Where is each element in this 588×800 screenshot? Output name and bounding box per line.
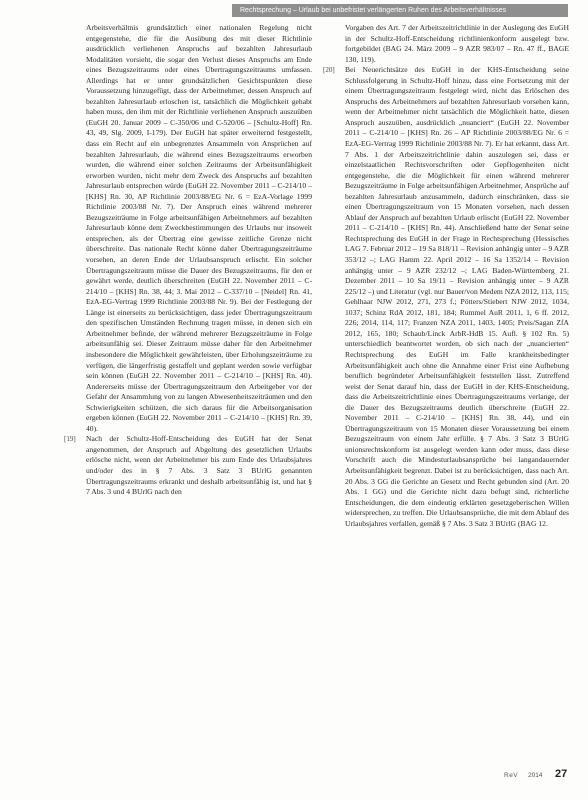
paragraph [323, 65, 569, 529]
journal-name: ReV [504, 772, 519, 779]
paragraph: Arbeitsverhältnis grundsätzlich einer nationalen Regelung nicht entgegenstehe, die für die Ausübung des mit dieser Richtlinie ausdrücklich verliehenen Anspruchs auf bezahlten Jahresurlaub Modalitäten vorsieht, die sogar den Verlust dieses Anspruchs am Ende eines Bezugszeitraums oder eines Übertragungszeitraums umfassen. Allerdings hat er unter grundsätzlichen Gesichtspunkten diese Voraussetzung hinzugefügt, dass der Arbeitnehmer, dessen Anspruch auf bezahlten Jahresurlaub erloschen ist, tatsächlich die Möglichkeit gehabt haben muss, den ihm mit der Richtlinie verliehenen Anspruch auszuüben (EuGH 20. Januar 2009 – C-350/06 und C-520/06 – [Schultz-Hoff] Rn. 43, 49, Slg. 2009, I-179). Der EuGH hat später erweiternd festgestellt, dass ein Recht auf ein unbegrenztes Ansammeln von Ansprüchen auf bezahlten Jahresurlaub, die während eines Bezugszeitraums erworben wurden, die während einer solchen Zeitraums der Arbeitsunfähigkeit erworben wurden, nicht mehr dem Zweck des Anspruchs auf bezahlten Jahresurlaub entsprechen würde (EuGH 22. November 2011 – C-214/10 – [KHS] Rn. 30, AP Richtlinie 2003/88/EG Nr. 6 = EzA-Vorlage 1999 Richtlinie 2003/88 Nr. 7). Der Anspruch eines während mehrerer Bezugszeiträume in Folge arbeitsunfähigen Arbeitnehmers auf bezahlten Jahresurlaub könne dem Zweckbestimmungen des Urlaubs nur insoweit entsprechen, als der Übertrag eine gewisse zeitliche Grenze nicht überschreite. Das nationale Recht könne daher Übertragungszeiträume vorsehen, an deren Ende der Urlaubsanspruch erlischt. Ein solcher Übertragungszeitraum müsse die Dauer des Bezugszeitraums, für den er gewährt werde, deutlich überschreiten (EuGH 22. November 2011 – C-214/10 – [KHS] Rn. 38, 44; 3. Mai 2012 – C-337/10 – [Neidel] Rn. 41, EzA-EG-Vertrag 1999 Richtlinie 2003/88 Nr. 9). Bei der Festlegung der Länge ist einerseits zu berücksichtigen, dass jeder Übertragungszeitraum den spezifischen Umständen Rechnung tragen müsse, in denen sich ein Arbeitnehmer befinde, der während mehrerer Bezugszeiträume in Folge arbeitsunfähig sei. Dieser Zeitraum müsse daher für den Arbeitnehmer insbesondere die Möglichkeit gewährleisten, über Erholungszeiträume zu verfügen, die längerfristig gestaffelt und geplant werden sowie verfügbar sein können (EuGH 22. November 2011 – C-214/10 – [KHS] Rn. 40). Andererseits müsse der Übertragungszeitraum den Arbeitgeber vor der Gefahr der Ansammlung von zu langen Abwesenheitszeiträumen und den Schwierigkeiten schützen, die sich daraus für die Arbeitsorganisation ergeben können (EuGH 22. November 2011 – C-214/10 – [KHS] Rn. 39, 40). [86, 23, 312, 433]
paragraph-text: Bei Neuerichtsätze des EuGH in der KHS-Entscheidung seine Schlussfolgerung in Schultz-Hoff hinzu, dass eine Fortsetzung mit der einem Übertragungszeitraum festgelegt wird, nicht das Erlöschen des Anspruchs des Arbeitnehmers auf bezahlten Jahresurlaub vorsehen kann, wenn der Arbeitnehmer nicht tatsächlich die Möglichkeit hatte, diesen Anspruch auszuüben, ausdrücklich „nuanciert“ (EuGH 22. November 2011 – C-214/10 – [KHS] Rn. 26 – AP Richtlinie 2003/88/EG Nr. 6 = EzA-EG-Vertrag 1999 Richtlinie 2003/88 Nr. 7). Er hat erkannt, dass Art. 7 Abs. 1 der Arbeitszeitrichtlinie dahin auszulegen sei, dass er einzelstaatlichen Rechtsvorschriften oder Gepflogenheiten nicht entgegenstehe, die die Möglichkeit für einen während mehrerer Bezugszeiträume in Folge arbeitsunfähigen Arbeitnehmer, Ansprüche auf bezahlten Jahresurlaub anzusammeln, dadurch einschränken, dass sie einen Übertragungszeitraum von 15 Monaten vorsehen, nach dessen Ablauf der Anspruch auf bezahlten Urlaub erlischt (EuGH 22. November 2011 – C-214/10 – [KHS] Rn. 44). Anschließend hatte der Senat seine Rechtsprechung des EuGH in der Frage in Rechtsprechung (Hessisches LAG 7. Februar 2012 – 19 Sa 818/11 – Revision anhängig unter – 9 AZR 353/12 –; LAG Hamm 22. April 2012 – 16 Sa 1352/14 – Revision anhängig unter – 9 AZR 232/12 –; LAG Baden-Württemberg 21. Dezember 2011 – 10 Sa 19/11 – Revision anhängig unter – 9 AZR 225/12 –) und Literatur (vgl. nur Bauer/von Medem NZA 2012, 113, 115; Gehlhaar NJW 2012, 271, 273 f.; Pötters/Stiebert NJW 2012, 1034, 1037; Schinz RdA 2012, 181, 184; Rummel AuR 2011, 1, 6 ff. 2012, 226; 2014, 114, 117; Franzen NZA 2011, 1403, 1405; Preis/Sagan ZfA 2012, 165, 180; Schaub/Linck ArbR-HdB 15. Aufl. § 102 Rn. 5) unterschiedlich beantwortet worden, ob sich nach der „nuancierten“ Rechtsprechung des EuGH im Falle krankheitsbedingter Arbeitsunfähigkeit auch ohne die Annahme einer Frist eine Aufhebung beruflich begründeter Arbeitsunfähigkeit feststellen lässt. Zutreffend weist der Senat darauf hin, dass der EuGH in der KHS-Entscheidung, dass die Arbeitszeitrichtlinie eines Übertragungszeitraums verlange, der die Dauer des Bezugszeitraums deutlich überschreite (EuGH 22. November 2011 – C-214/10 – [KHS] Rn. 38, 44), und ein Übertragungszeitraum von 15 Monaten dieser Voraussetzung bei einem Bezugszeitraum von einem Jahr erfülle. § 7 Abs. 3 Satz 3 BUrlG unionsrechtskonform ist ausgelegt werden kann oder muss, dass diese Vorschrift auch die Mindesturlaubsansprüche bei langandauernder Arbeitsunfähigkeit begrenzt. Dabei ist zu berücksichtigen, dass nach Art. 20 Abs. 3 GG die Gerichte an Gesetz und Recht gebunden sind (Art. 20 Abs. 1 GG) und die Gerichte nicht dazu befugt sind, richterliche Entscheidungen, die dem eindeutig erklärten gesetzgeberischen Willen widersprechen, zu treffen. Die Urlaubsansprüche, die mit dem Ablauf des Urlaubsjahres verfallen, gemäß § 7 Abs. 3 Satz 3 BUrlG (BAG 12. [345, 65, 569, 528]
page-number: 27 [555, 768, 568, 780]
issue-year: 2014 [528, 772, 543, 779]
page-footer [0, 768, 588, 788]
left-column [64, 23, 312, 741]
paragraph-text: Nach der Schultz-Hoff-Entscheidung des EuGH hat der Senat angenommen, der Anspruch auf Abgeltung des gesetzlichen Urlaubs erlösche nicht, wenn der Arbeitnehmer bis zum Ende des Urlaubsjahres und/oder des in § 7 Abs. 3 Satz 3 BUrlG genannten Übertragungszeitraums erkrankt und deshalb arbeitsunfähig ist, und hat § 7 Abs. 3 und 4 BUrlG nach den [86, 434, 312, 497]
right-column [323, 23, 569, 741]
paragraph: Vorgaben des Art. 7 der Arbeitszeitrichtlinie in der Auslegung des EuGH in der Schultz-Hoff-Entscheidung richtlinienkonform ausgelegt bzw. fortgebildet (BAG 24. März 2009 – 9 AZR 983/07 – Rn. 47 ff., BAGE 130, 119). [345, 23, 569, 64]
paragraph-number: [20] [323, 66, 335, 75]
paragraph-number: [19] [64, 435, 76, 444]
running-header: Rechtsprechung – Urlaub bei unbefristet verlängerten Ruhen des Arbeitsverhältnisses [232, 4, 568, 17]
paragraph [64, 434, 312, 497]
